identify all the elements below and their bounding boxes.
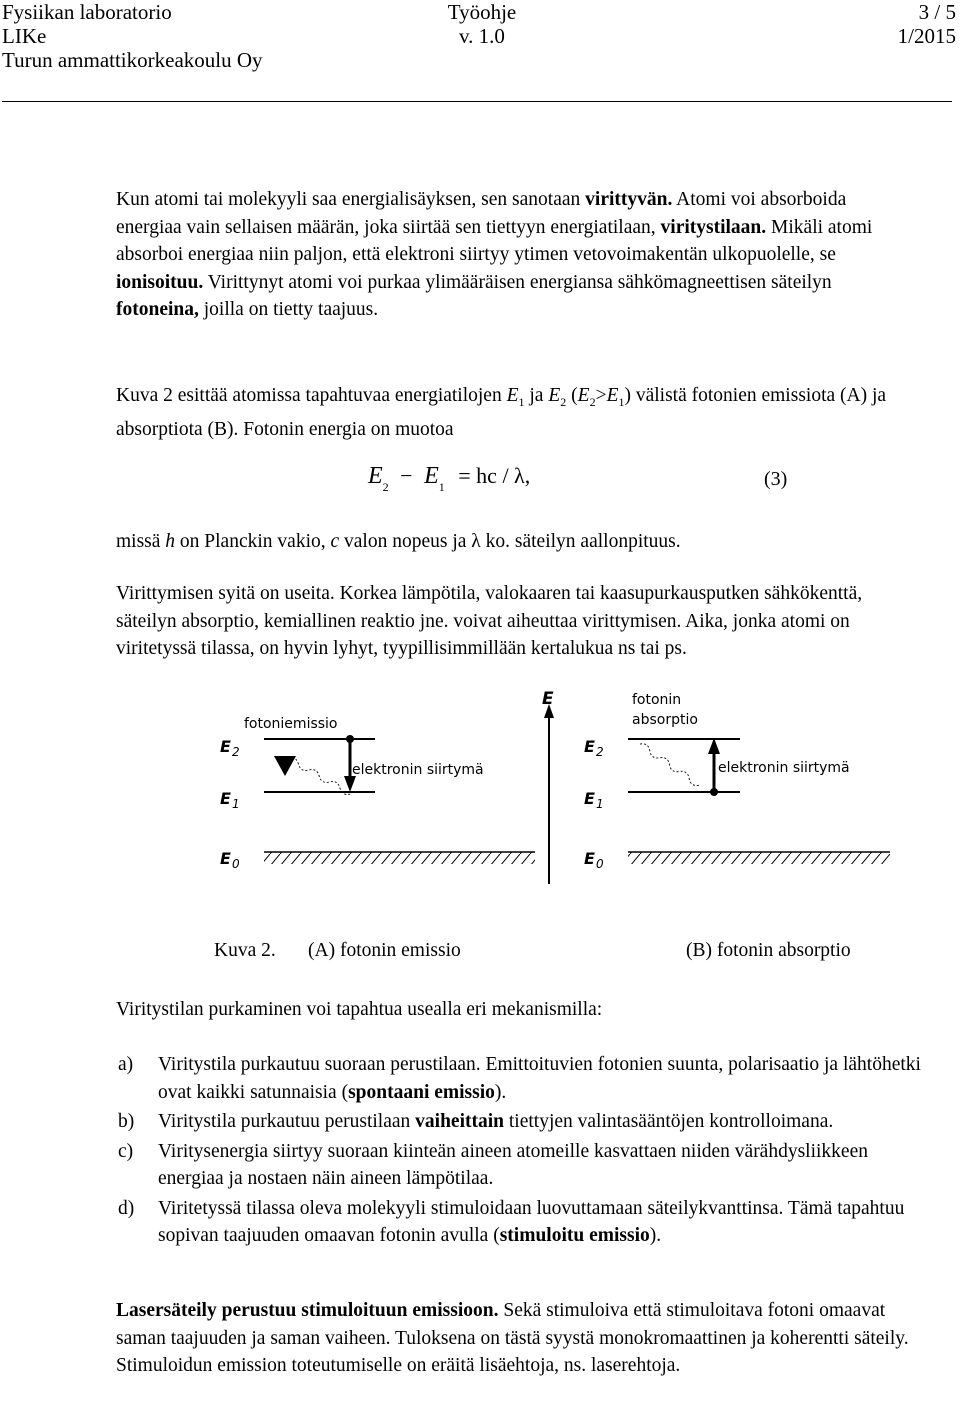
right-level-e0: E [584, 849, 595, 868]
left-level-e2: E [220, 737, 231, 756]
term-virittyvan: virittyvän. [585, 189, 673, 210]
header-center [442, 0, 522, 48]
header-rule [2, 101, 952, 102]
svg-text:1: 1 [232, 797, 240, 811]
paragraph-mechanisms-intro: Viritystilan purkaminen voi tapahtua usealla eri mekanismilla: [116, 999, 603, 1020]
equation-rhs: = hc / λ, [458, 463, 531, 488]
left-level-e1: E [220, 789, 231, 808]
svg-text:1: 1 [596, 797, 604, 811]
right-photon-wave [638, 742, 700, 788]
term-laser: Lasersäteily perustuu stimuloituun emissioon. [116, 1300, 499, 1321]
right-level-e2: E [584, 737, 595, 756]
left-photon-arrow-icon [274, 756, 296, 776]
paragraph-excitation: Kun atomi tai molekyyli saa energialisäyksen, sen sanotaan virittyvän. Atomi voi absorboida energiaa vain sellaisen määrän, joka siirtää sen tiettyyn energiatilaan, viritystilaan. Mikäli atomi absorboi energiaa niin paljon, että elektroni siirtyy ytimen vetovoimakentän ulkopuolelle, se ionisoituu. Virittynyt atomi voi purkaa ylimääräisen energiansa sähkömagneettisen säteilyn fotoneina, joilla on tietty taajuus. [116, 189, 873, 320]
left-transition-arrow-icon [344, 776, 356, 792]
paragraph-laser: Lasersäteily perustuu stimuloituun emissioon. Sekä stimuloiva että stimuloitava fotoni omaavat saman taajuuden ja saman vaiheen. Tuloksena on tästä syystä monokromaattinen ja koherentti säteily. Stimuloidun emission toteutumiselle on eräitä lisäehtoja, ns. laserehtoja. [116, 1300, 909, 1376]
svg-text:2: 2 [596, 745, 604, 759]
right-ground-hatch [628, 852, 890, 864]
left-photon-wave [287, 755, 352, 796]
svg-text:0: 0 [232, 857, 240, 871]
list-item: b) Viritystila purkautuu perustilaan vaiheittain tiettyjen valintasääntöjen kontrolloimana. [118, 1111, 834, 1132]
header-left [2, 0, 263, 72]
equation-3: $E_2 - E_1$ = hc / λ, [368, 463, 531, 494]
page-number: 3 / 5 [918, 0, 956, 24]
header-right [898, 0, 956, 48]
energy-level-figure [200, 686, 900, 886]
lab-name: Fysiikan laboratorio [2, 0, 172, 24]
right-transition-label: elektronin siirtymä [718, 760, 850, 776]
paragraph-symbols: missä h on Planckin vakio, c valon nopeus ja λ ko. säteilyn aallonpituus. [116, 531, 681, 552]
doc-version: v. 1.0 [459, 24, 505, 48]
left-transition-label: elektronin siirtymä [352, 762, 484, 778]
list-item: d) Viritetyssä tilassa oleva molekyyli stimuloidaan luovuttamaan säteilykvanttinsa. Tämä tapahtuu sopivan taajuuden omaavan fotonin avulla (stimuloitu emissio). [118, 1197, 905, 1246]
right-title-1: fotonin [632, 692, 682, 708]
left-ground-hatch [264, 852, 535, 864]
paragraph-figure-intro: Kuva 2 esittää atomissa tapahtuvaa energiatilojen $E_1$ ja $E_2$ $(E_2>E_1)$ välistä fotonien emissiota (A) ja absorptiota (B). Fotonin energia on muotoa [116, 385, 887, 441]
lab-short: LIKe [2, 24, 47, 48]
figure-caption-b: (B) fotonin absorptio [686, 940, 851, 961]
right-level-e1: E [584, 789, 595, 808]
term-viritystilaan: viritystilaan. [660, 216, 767, 238]
paragraph-causes: Virittymisen syitä on useita. Korkea lämpötila, valokaaren tai kaasupurkausputken sähkökenttä, säteilyn absorptio, kemiallinen reaktio jne. voivat aiheuttaa virittymisen. Aika, jonka atomi on viritetyssä tilassa, on hyvin lyhyt, tyypillisimmillään kertalukua ns tai ps. [116, 583, 863, 659]
list-item: c) Viritysenergia siirtyy suoraan kiinteän aineen atomeille kasvattaen niiden värähdysliikkeen energiaa ja nostaen näin aineen lämpötilaa. [118, 1140, 868, 1189]
left-level-e0: E [220, 849, 231, 868]
equation-number: (3) [764, 468, 788, 490]
doc-date: 1/2015 [897, 24, 956, 48]
right-transition-arrow-icon [708, 738, 720, 754]
svg-text:2: 2 [232, 745, 240, 759]
svg-text:0: 0 [596, 857, 604, 871]
term-ionisoituu: ionisoituu. [116, 271, 204, 293]
list-item: a) Viritystila purkautuu suoraan perustilaan. Emittoituvien fotonien suunta, polarisaatio ja lähtöhetki ovat kaikki satunnaisia (spontaani emissio). [118, 1054, 921, 1103]
doc-type: Työohje [447, 0, 517, 24]
figure-caption-label: Kuva 2. [214, 940, 276, 961]
term-fotoneina: fotoneina, [116, 299, 199, 320]
axis-label: E [542, 689, 554, 709]
figure-caption-a: (A) fotonin emissio [308, 940, 461, 961]
left-title: fotoniemissio [244, 716, 338, 732]
mechanism-list [116, 1051, 936, 1250]
right-title-2: absorptio [632, 712, 698, 728]
organization: Turun ammattikorkeakoulu Oy [2, 48, 263, 72]
